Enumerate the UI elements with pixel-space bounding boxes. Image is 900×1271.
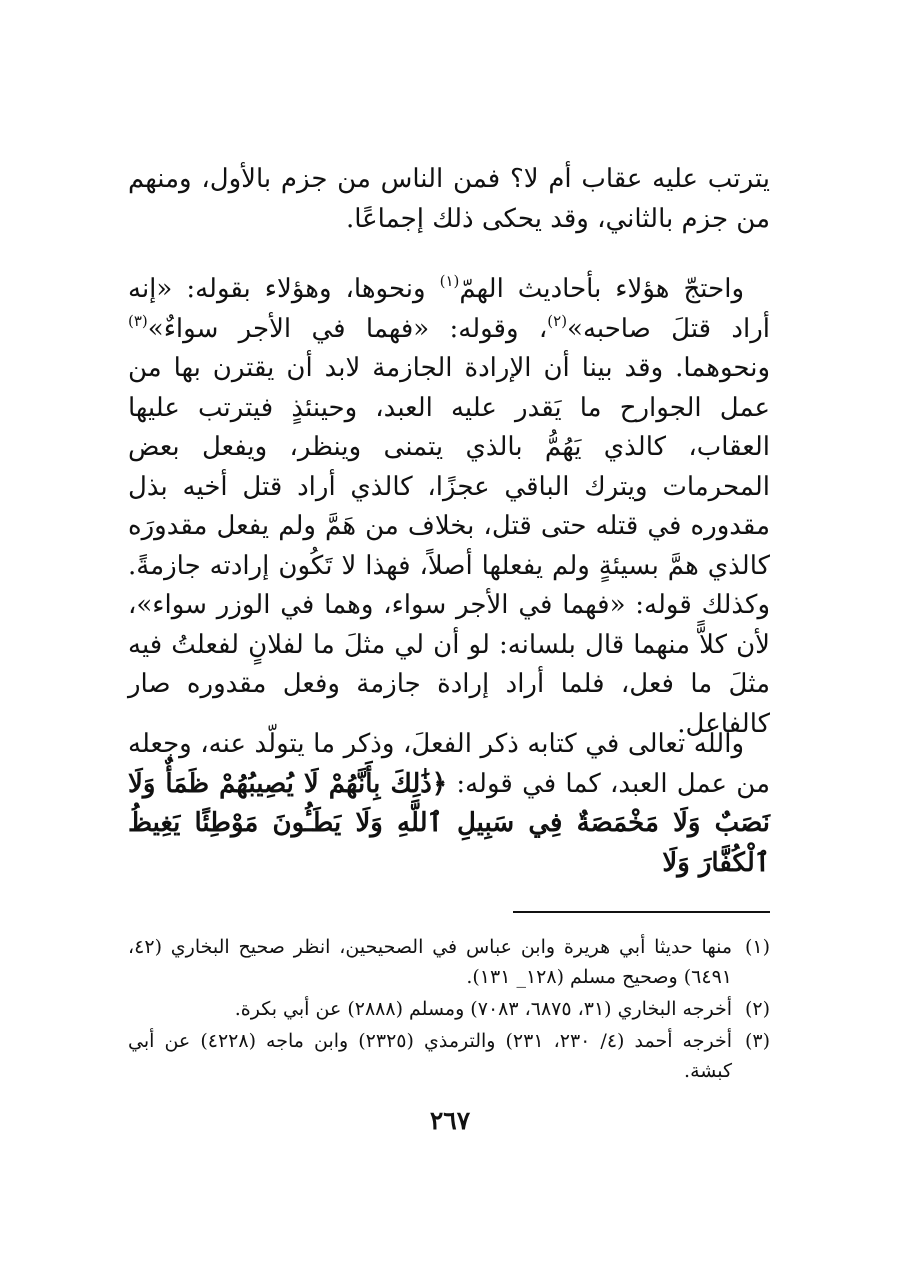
paragraph-3-prose: والله تعالى في كتابه ذكر الفعلَ، وذكر ما يتولّد عنه، وجعله من عمل العبد، كما في قوله: [128,729,771,799]
paragraph-3 [128,725,770,883]
page-number: ٢٦٧ [429,1106,471,1135]
footnote-divider [513,911,770,913]
paragraph-1 [128,160,770,239]
paragraph-2-part-4: ونحوهما. وقد بينا أن الإرادة الجازمة لابد أن يقترن بها من عمل الجوارح ما يَقدر عليه العبد، وحينئذٍ فيترتب عليها العقاب، كالذي يَهُمُّ بالذي يتمنى وينظر، ويفعل بعض المحرمات ويترك الباقي عجزًا، كالذي أراد قتل أخيه بذل مقدوره في قتله حتى قتل، بخلاف من هَمَّ ولم يفعل مقدورَه كالذي همَّ بسيئةٍ ولم يفعلها أصلاً، فهذا لا تَكُون إرادته جازمةً. وكذلك قوله: «فهما في الأجر سواء، وهما في الوزر سواء»، لأن كلاًّ منهما قال بلسانه: لو أن لي مثلَ ما لفلانٍ لفعلتُ فيه مثلَ ما فعل، فلما أراد إرادة جازمة وفعل مقدوره صار كالفاعل. [128,353,770,739]
footnote-ref-2: (٢) [547,311,568,330]
footnotes [128,932,770,1088]
footnote-ref-3: (٣) [128,311,148,330]
footnote-2 [128,994,770,1024]
footnote-3 [128,1026,770,1086]
footnote-text: أخرجه البخاري (٣١، ٦٨٧٥، ٧٠٨٣) ومسلم (٢٨٨٨) عن أبي بكرة. [234,998,732,1020]
paragraph-2 [128,270,770,744]
paragraph-2-part-1: واحتجّ هؤلاء بأحاديث الهمّ [459,274,744,304]
paragraph-3-text [128,725,770,883]
paragraph-2-text [128,270,770,744]
footnote-1 [128,932,770,992]
paragraph-1-text: يترتب عليه عقاب أم لا؟ فمن الناس من جزم بالأول، ومنهم من جزم بالثاني، وقد يحكى ذلك إجماعًا. [128,164,770,234]
paragraph-2-part-3: ، وقوله: «فهما في الأجر سواءٌ» [147,313,548,344]
footnote-text: أخرجه أحمد (٤/ ٢٣٠، ٢٣١) والترمذي (٢٣٢٥) وابن ماجه (٤٢٢٨) عن أبي كبشة. [128,1030,732,1082]
footnote-number: (٢) [744,998,770,1020]
footnote-text: منها حديثا أبي هريرة وابن عباس في الصحيحين، انظر صحيح البخاري (٤٢، ٦٤٩١) وصحيح مسلم (١٢٨_ ١٣١). [128,936,732,988]
footnote-ref-1: (١) [439,272,460,290]
paragraph-2-part-2: ونحوها، وهؤلاء بقوله: «إنه أراد قتلَ صاحبه» [128,274,771,344]
footnote-number: (٣) [744,1030,770,1052]
quran-verse: ﴿ذَٰلِكَ بِأَنَّهُمْ لَا يُصِيبُهُمْ ظَمَأٌ وَلَا نَصَبٌ وَلَا مَخْمَصَةٌ فِي سَبِيلِ ٱللَّهِ وَلَا يَطَـُٔونَ مَوْطِئًا يَغِيظُ ٱلْكُفَّارَ وَلَا [128,768,770,878]
footnote-number: (١) [744,936,770,958]
